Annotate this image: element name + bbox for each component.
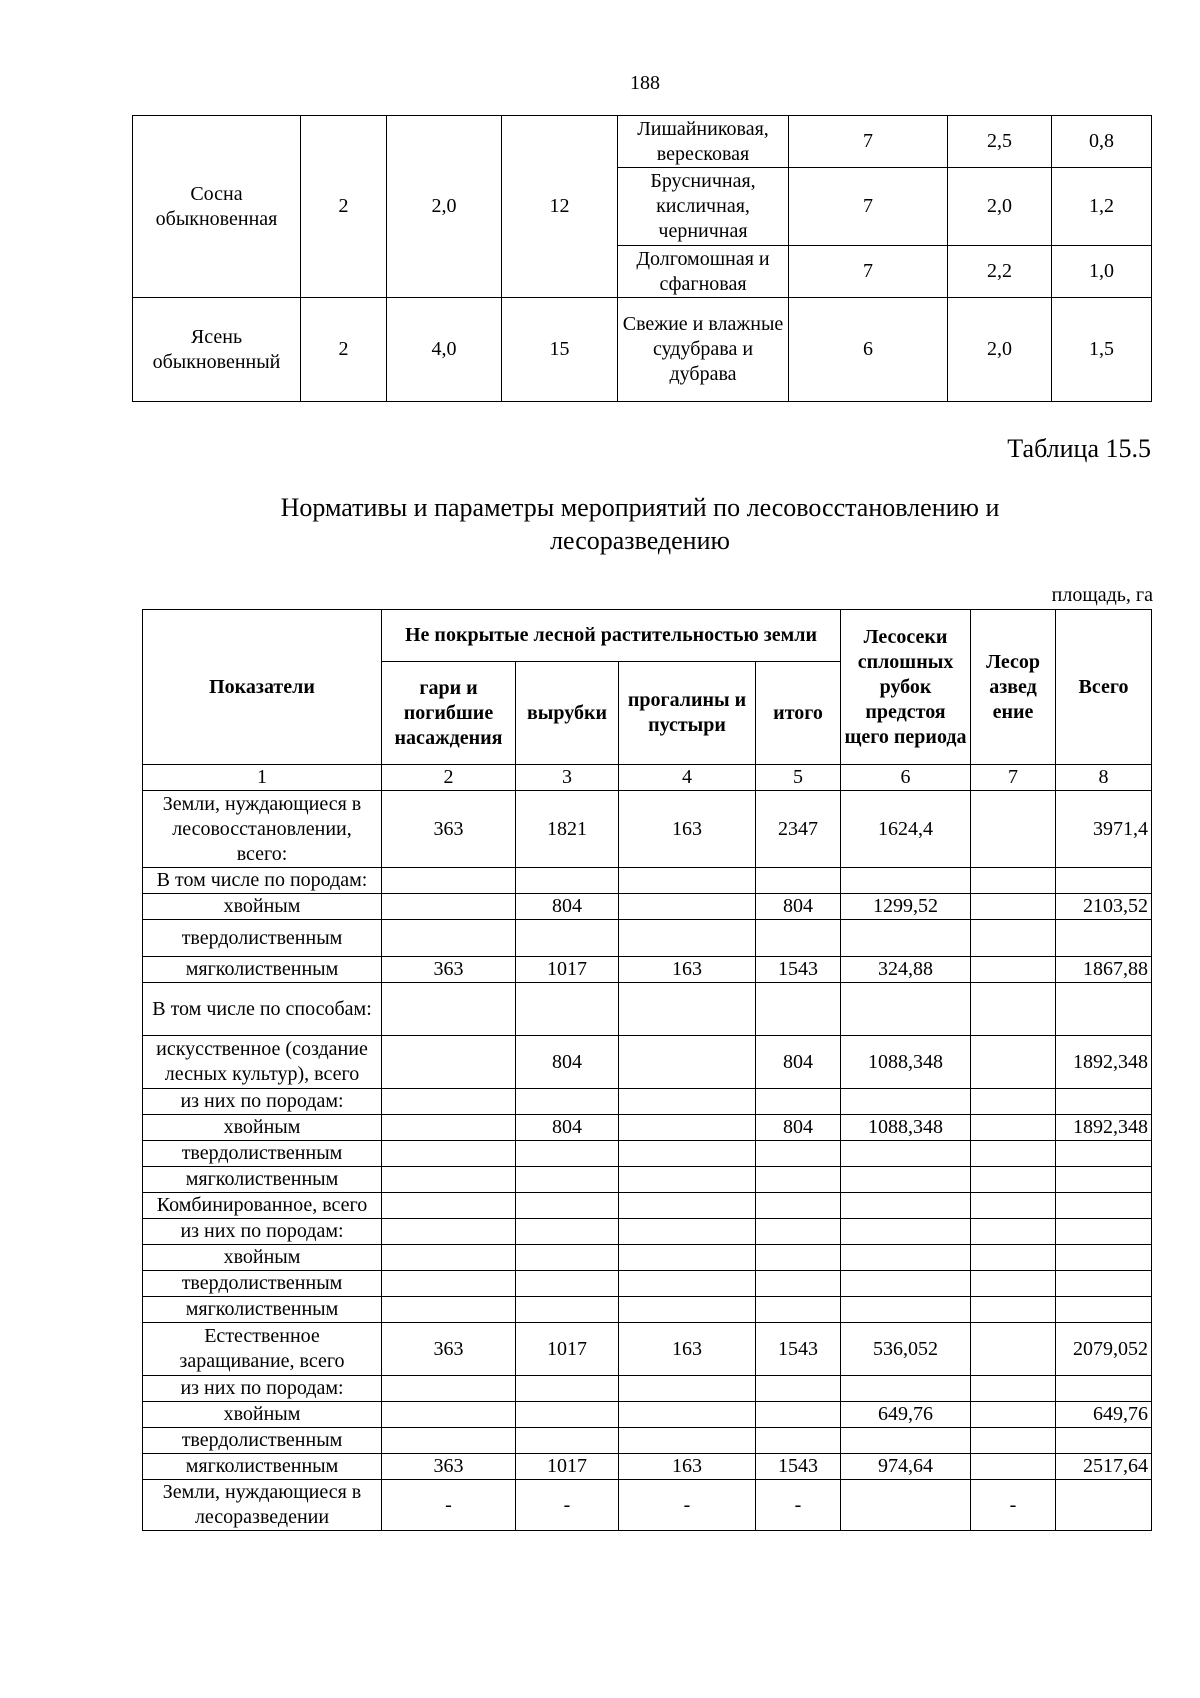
table-cell <box>756 1428 841 1454</box>
table-cell <box>619 1193 756 1219</box>
table-cell <box>382 1141 516 1167</box>
table-row <box>143 1115 1152 1141</box>
column-index: 7 <box>971 765 1056 791</box>
header-burnt: гари и погибшие насаждения <box>382 662 516 765</box>
row-label: хвойным <box>143 1115 382 1141</box>
table-cell <box>1056 1089 1152 1115</box>
table-label: Таблица 15.5 <box>1007 434 1151 463</box>
table-cell: 536,052 <box>841 1323 971 1376</box>
table-cell: - <box>382 1480 516 1531</box>
table-cell <box>756 983 841 1036</box>
table-cell <box>841 1297 971 1323</box>
table-cell: - <box>971 1480 1056 1531</box>
header-row <box>143 610 1152 662</box>
table-cell: 2347 <box>756 791 841 868</box>
row-label: твердолиственным <box>143 1141 382 1167</box>
table-cell: 2,0 <box>948 298 1052 402</box>
table-cell <box>619 1219 756 1245</box>
table-cell: 2103,52 <box>1056 894 1152 920</box>
table-cell: 1017 <box>516 1323 619 1376</box>
column-index: 2 <box>382 765 516 791</box>
table-cell <box>971 868 1056 894</box>
row-label: твердолиственным <box>143 1428 382 1454</box>
row-label: мягколиственным <box>143 1167 382 1193</box>
table-cell <box>841 1245 971 1271</box>
row-label: мягколиственным <box>143 1297 382 1323</box>
table-cell <box>971 1167 1056 1193</box>
table-cell: 2,5 <box>948 116 1052 168</box>
table-cell <box>1056 920 1152 957</box>
table-row <box>133 116 1152 168</box>
table-cell <box>841 1271 971 1297</box>
table-cell <box>516 1402 619 1428</box>
table-cell: 1017 <box>516 957 619 983</box>
table-row <box>143 1297 1152 1323</box>
table-row <box>143 1036 1152 1089</box>
table-cell: 1543 <box>756 1454 841 1480</box>
table-cell <box>971 1219 1056 1245</box>
table-cell <box>619 1036 756 1089</box>
table-cell <box>516 1167 619 1193</box>
table-cell: - <box>756 1480 841 1531</box>
table-cell <box>619 983 756 1036</box>
row-label: В том числе по способам: <box>143 983 382 1036</box>
table-cell: 163 <box>619 791 756 868</box>
row-label: Земли, нуждающиеся в лесовосстановлении, всего: <box>143 791 382 868</box>
table-cell: 163 <box>619 1454 756 1480</box>
table-cell <box>971 1141 1056 1167</box>
table-cell <box>756 1219 841 1245</box>
table-cell <box>619 1115 756 1141</box>
table-cell <box>1056 1480 1152 1531</box>
table-cell: 1,0 <box>1052 246 1152 298</box>
table-cell <box>841 1219 971 1245</box>
table-cell <box>382 1219 516 1245</box>
table-cell <box>971 1089 1056 1115</box>
table-cell: 1088,348 <box>841 1036 971 1089</box>
table-cell: 363 <box>382 791 516 868</box>
table-cell <box>756 1193 841 1219</box>
table-cell <box>756 1141 841 1167</box>
column-index: 5 <box>756 765 841 791</box>
table-cell <box>382 920 516 957</box>
table-cell <box>516 1141 619 1167</box>
table-cell <box>516 983 619 1036</box>
species-cell: Ясень обыкновенный <box>133 298 301 402</box>
table-cell <box>971 1245 1056 1271</box>
table-cell: 1821 <box>516 791 619 868</box>
table-cell <box>619 1428 756 1454</box>
table-cell <box>1056 983 1152 1036</box>
table-row <box>143 1193 1152 1219</box>
table-cell: 6 <box>789 298 948 402</box>
table-cell: 2,2 <box>948 246 1052 298</box>
table-cell <box>971 1428 1056 1454</box>
table-cell <box>516 868 619 894</box>
table-cell <box>382 868 516 894</box>
table-row <box>143 1480 1152 1531</box>
table-cell <box>619 894 756 920</box>
header-afforestation: Лесор азвед ение <box>971 610 1056 765</box>
table-cell <box>971 1036 1056 1089</box>
table-cell <box>619 1402 756 1428</box>
table-cell <box>382 1376 516 1402</box>
table-cell <box>1056 1141 1152 1167</box>
table-row <box>143 1089 1152 1115</box>
table-cell: - <box>619 1480 756 1531</box>
table-cell: 4,0 <box>387 298 502 402</box>
table-cell <box>1056 1428 1152 1454</box>
table-cell <box>971 791 1056 868</box>
column-index: 3 <box>516 765 619 791</box>
column-index: 8 <box>1056 765 1152 791</box>
table-cell <box>619 1271 756 1297</box>
column-index: 4 <box>619 765 756 791</box>
table-cell: 649,76 <box>841 1402 971 1428</box>
table-cell <box>841 1480 971 1531</box>
table-row <box>143 1271 1152 1297</box>
row-label: хвойным <box>143 894 382 920</box>
table-cell <box>971 1115 1056 1141</box>
table-cell <box>382 1089 516 1115</box>
table-cell <box>841 1428 971 1454</box>
table-row <box>143 791 1152 868</box>
table-cell <box>619 868 756 894</box>
table-cell: 804 <box>516 1115 619 1141</box>
forest-type-cell: Лишайниковая, вересковая <box>618 116 789 168</box>
table-cell <box>841 1167 971 1193</box>
row-label: Естественное заращивание, всего <box>143 1323 382 1376</box>
table-cell: 1543 <box>756 1323 841 1376</box>
table-cell: 1867,88 <box>1056 957 1152 983</box>
table-cell <box>1056 868 1152 894</box>
table-cell <box>841 1193 971 1219</box>
table-cell: 1543 <box>756 957 841 983</box>
table-cell: 163 <box>619 957 756 983</box>
table-row <box>143 868 1152 894</box>
table-row <box>143 1323 1152 1376</box>
table-cell <box>619 1376 756 1402</box>
table-cell <box>971 1193 1056 1219</box>
table-cell <box>756 1271 841 1297</box>
row-label: Комбинированное, всего <box>143 1193 382 1219</box>
column-index-row <box>143 765 1152 791</box>
table-cell <box>756 1376 841 1402</box>
table-cell: 1088,348 <box>841 1115 971 1141</box>
table-cell <box>516 920 619 957</box>
table-cell <box>516 1297 619 1323</box>
table-cell: 324,88 <box>841 957 971 983</box>
table-row <box>143 1219 1152 1245</box>
table-row <box>143 983 1152 1036</box>
table-row <box>143 920 1152 957</box>
table-row <box>143 1167 1152 1193</box>
header-clearcuts: вырубки <box>516 662 619 765</box>
table-cell: 804 <box>756 1115 841 1141</box>
table-row <box>143 1454 1152 1480</box>
table-cell: 2,0 <box>948 168 1052 246</box>
table-cell: 363 <box>382 957 516 983</box>
table-cell <box>1056 1219 1152 1245</box>
table-cell <box>756 1297 841 1323</box>
table-cell <box>841 1376 971 1402</box>
table-cell: 2 <box>301 298 387 402</box>
table-cell <box>382 1193 516 1219</box>
table-cell <box>841 920 971 957</box>
table-cell <box>382 1036 516 1089</box>
table-cell: 15 <box>502 298 618 402</box>
table-cell: 804 <box>756 1036 841 1089</box>
table-cell <box>382 1428 516 1454</box>
table-row <box>143 957 1152 983</box>
table-cell <box>516 1089 619 1115</box>
table-cell <box>756 1167 841 1193</box>
header-indicators: Показатели <box>143 610 382 765</box>
forest-type-cell: Долгомошная и сфагновая <box>618 246 789 298</box>
table-cell: 363 <box>382 1323 516 1376</box>
table-cell <box>1056 1271 1152 1297</box>
table-cell <box>756 1245 841 1271</box>
table-cell <box>971 920 1056 957</box>
header-subtotal: итого <box>756 662 841 765</box>
table-cell <box>382 1115 516 1141</box>
page-number: 188 <box>630 72 660 94</box>
table-cell: - <box>516 1480 619 1531</box>
table-cell <box>382 1271 516 1297</box>
row-label: из них по породам: <box>143 1376 382 1402</box>
table-cell <box>971 1271 1056 1297</box>
table-cell <box>841 1089 971 1115</box>
table-cell <box>841 1141 971 1167</box>
table-cell <box>516 1245 619 1271</box>
table-cell <box>619 1167 756 1193</box>
species-cell: Сосна обыкновенная <box>133 116 301 298</box>
table-cell <box>756 1402 841 1428</box>
table-cell: 3971,4 <box>1056 791 1152 868</box>
column-index: 1 <box>143 765 382 791</box>
table-cell <box>619 1089 756 1115</box>
table-row <box>133 298 1152 402</box>
table-row <box>143 1245 1152 1271</box>
table-cell <box>516 1271 619 1297</box>
table-cell: 7 <box>789 246 948 298</box>
table-cell: 2079,052 <box>1056 1323 1152 1376</box>
table-row <box>143 1428 1152 1454</box>
table-cell <box>971 1376 1056 1402</box>
row-label: твердолиственным <box>143 920 382 957</box>
table-cell <box>619 1245 756 1271</box>
header-cutting-areas: Лесосеки сплошных рубок предстоя щего периода <box>841 610 971 765</box>
table-cell: 804 <box>756 894 841 920</box>
table-cell <box>619 1297 756 1323</box>
table-cell <box>1056 1193 1152 1219</box>
table-cell: 1017 <box>516 1454 619 1480</box>
table-cell: 0,8 <box>1052 116 1152 168</box>
table-cell: 7 <box>789 116 948 168</box>
table-cell <box>756 920 841 957</box>
table-cell <box>382 1297 516 1323</box>
table-cell <box>516 1219 619 1245</box>
table-cell <box>382 1167 516 1193</box>
table-cell: 2,0 <box>387 116 502 298</box>
table-cell <box>971 1323 1056 1376</box>
table-cell <box>971 894 1056 920</box>
table-cell: 974,64 <box>841 1454 971 1480</box>
row-label: из них по породам: <box>143 1219 382 1245</box>
table-cell <box>756 868 841 894</box>
unit-note: площадь, га <box>1051 584 1153 606</box>
table-cell <box>516 1193 619 1219</box>
table-cell <box>841 868 971 894</box>
table-cell: 804 <box>516 1036 619 1089</box>
row-label: твердолиственным <box>143 1271 382 1297</box>
table-cell <box>971 957 1056 983</box>
column-index: 6 <box>841 765 971 791</box>
table-cell: 12 <box>502 116 618 298</box>
species-parameters-table <box>132 115 1152 402</box>
table-row <box>143 894 1152 920</box>
row-label: мягколиственным <box>143 1454 382 1480</box>
table-cell <box>971 983 1056 1036</box>
table-row <box>143 1402 1152 1428</box>
table-cell <box>516 1428 619 1454</box>
row-label: хвойным <box>143 1245 382 1271</box>
table-cell: 1299,52 <box>841 894 971 920</box>
table-cell <box>619 1141 756 1167</box>
table-cell <box>516 1376 619 1402</box>
table-cell <box>841 983 971 1036</box>
row-label: мягколиственным <box>143 957 382 983</box>
table-cell: 163 <box>619 1323 756 1376</box>
table-cell <box>382 983 516 1036</box>
table-cell <box>1056 1297 1152 1323</box>
table-cell: 649,76 <box>1056 1402 1152 1428</box>
table-cell <box>382 1245 516 1271</box>
table-cell: 363 <box>382 1454 516 1480</box>
header-not-covered: Не покрытые лесной растительностью земли <box>382 610 841 662</box>
reforestation-table <box>142 609 1152 1531</box>
table-cell: 1892,348 <box>1056 1115 1152 1141</box>
table-cell <box>971 1297 1056 1323</box>
table-cell <box>1056 1376 1152 1402</box>
table-cell: 2 <box>301 116 387 298</box>
table-cell <box>1056 1245 1152 1271</box>
table-cell: 1,2 <box>1052 168 1152 246</box>
table-cell <box>971 1402 1056 1428</box>
header-glades: прогалины и пустыри <box>619 662 756 765</box>
table-cell <box>756 1089 841 1115</box>
table-cell <box>1056 1167 1152 1193</box>
row-label: Земли, нуждающиеся в лесоразведении <box>143 1480 382 1531</box>
table-row <box>143 1376 1152 1402</box>
table-cell <box>382 1402 516 1428</box>
table-title: Нормативы и параметры мероприятий по лесовосстановлению и лесоразведению <box>280 493 1000 555</box>
table-cell: 1624,4 <box>841 791 971 868</box>
row-label: искусственное (создание лесных культур), всего <box>143 1036 382 1089</box>
table-cell: 804 <box>516 894 619 920</box>
table-cell <box>971 1454 1056 1480</box>
table-cell <box>382 894 516 920</box>
row-label: В том числе по породам: <box>143 868 382 894</box>
forest-type-cell: Свежие и влажные судубрава и дубрава <box>618 298 789 402</box>
table-cell <box>619 920 756 957</box>
table-cell: 7 <box>789 168 948 246</box>
forest-type-cell: Брусничная, кисличная, черничная <box>618 168 789 246</box>
table-cell: 1,5 <box>1052 298 1152 402</box>
table-row <box>143 1141 1152 1167</box>
header-total: Всего <box>1056 610 1152 765</box>
row-label: хвойным <box>143 1402 382 1428</box>
table-cell: 1892,348 <box>1056 1036 1152 1089</box>
table-cell: 2517,64 <box>1056 1454 1152 1480</box>
row-label: из них по породам: <box>143 1089 382 1115</box>
